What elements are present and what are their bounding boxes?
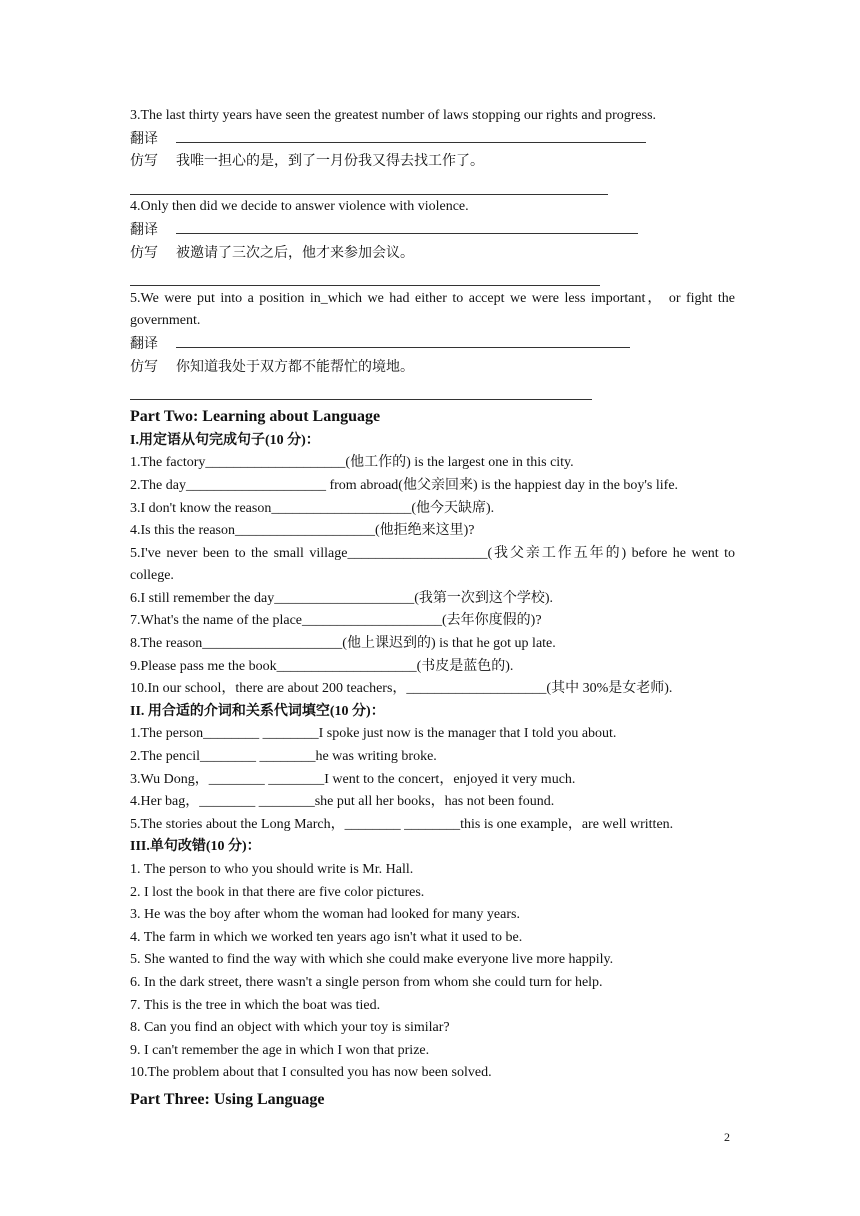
s1-item-8: 8.The reason____________________(他上课迟到的) is that he got up late. [130,636,556,652]
imitate-prompt: 你知道我处于双方都不能帮忙的境地。 [176,359,414,375]
s3-item-2: 2. I lost the book in that there are five color pictures. [130,884,425,900]
s2-item-2: 2.The pencil________ ________he was writing broke. [130,749,437,765]
s1-item-7: 7.What's the name of the place____________________(去年你度假的)? [130,613,542,629]
imitate-prompt: 被邀请了三次之后，他才来参加会议。 [176,245,414,261]
s3-item-6: 6. In the dark street, there wasn't a single person from whom she could turn for help. [130,974,603,990]
s1-item-6: 6.I still remember the day____________________(我第一次到这个学校). [130,590,554,606]
section-1-heading: I.用定语从句完成句子(10 分)： [130,432,320,448]
imitate-label: 仿写 [130,154,158,170]
imitate-answer-line-5[interactable] [130,379,735,402]
imitate-row-3 [130,151,735,174]
imitate-label: 仿写 [130,359,158,375]
s1-item-2: 2.The day____________________ from abroad(他父亲回来) is the happiest day in the boy's life. [130,477,679,493]
s3-item-8: 8. Can you find an object with which your toy is similar? [130,1020,450,1036]
s2-item-5: 5.The stories about the Long March，________ ________this is one example，are well written. [130,816,674,832]
part-three-title: Part Three: Using Language [130,1090,325,1108]
s2-item-1: 1.The person________ ________I spoke just now is the manager that I told you about. [130,726,617,742]
s1-item-5: 5.I've never been to the small village____________________(我父亲工作五年的) before he went to college. [130,545,735,584]
s3-item-7: 7. This is the tree in which the boat was tied. [130,997,381,1013]
section-2-heading: II. 用合适的介词和关系代词填空(10 分)： [130,703,385,719]
s1-item-3: 3.I don't know the reason____________________(他今天缺席). [130,500,495,516]
imitate-prompt: 我唯一担心的是，到了一月份我又得去找工作了。 [176,154,484,170]
translate-row-4 [130,219,735,243]
s1-item-9: 9.Please pass me the book____________________(书皮是蓝色的). [130,658,514,674]
translate-blank[interactable] [176,333,630,348]
translate-label: 翻译 [130,222,158,238]
s1-item-4: 4.Is this the reason____________________(他拒绝来这里)? [130,523,475,539]
s3-item-1: 1. The person to who you should write is Mr. Hall. [130,862,414,877]
translate-blank[interactable] [176,128,646,143]
s3-item-9: 9. I can't remember the age in which I won that prize. [130,1042,430,1058]
s2-item-4: 4.Her bag，________ ________she put all her books，has not been found. [130,794,555,810]
section-3-heading: III.单句改错(10 分)： [130,839,261,855]
s3-item-4: 4. The farm in which we worked ten years ago isn't what it used to be. [130,929,523,945]
imitate-answer-line-3[interactable] [130,174,735,197]
s3-item-5: 5. She wanted to find the way with which she could make everyone live more happily. [130,952,614,968]
s1-item-10: 10.In our school，there are about 200 teachers，____________________(其中 30%是女老师). [130,681,673,697]
translate-label: 翻译 [130,131,158,147]
s3-item-10: 10.The problem about that I consulted you has now been solved. [130,1065,492,1081]
worksheet-content [130,105,735,1113]
s1-item-1: 1.The factory____________________(他工作的) is the largest one in this city. [130,455,574,471]
s3-item-3: 3. He was the boy after whom the woman had looked for many years. [130,907,520,923]
part-two-title: Part Two: Learning about Language [130,407,381,425]
translate-blank[interactable] [176,219,638,234]
imitate-answer-line-4[interactable] [130,265,735,288]
imitate-row-5 [130,357,735,380]
imitate-label: 仿写 [130,245,158,261]
page-number: 2 [724,1130,730,1144]
sentence-4: 4.Only then did we decide to answer violence with violence. [130,199,469,215]
s2-item-3: 3.Wu Dong，________ ________I went to the concert，enjoyed it very much. [130,771,576,787]
translate-row-3 [130,128,735,152]
translate-row-5 [130,333,735,357]
sentence-5: 5.We were put into a position in_which we had either to accept we were less important， or fight the government. [130,290,735,329]
translate-label: 翻译 [130,336,158,352]
sentence-3: 3.The last thirty years have seen the greatest number of laws stopping our rights and progress. [130,108,657,123]
imitate-row-4 [130,243,735,266]
